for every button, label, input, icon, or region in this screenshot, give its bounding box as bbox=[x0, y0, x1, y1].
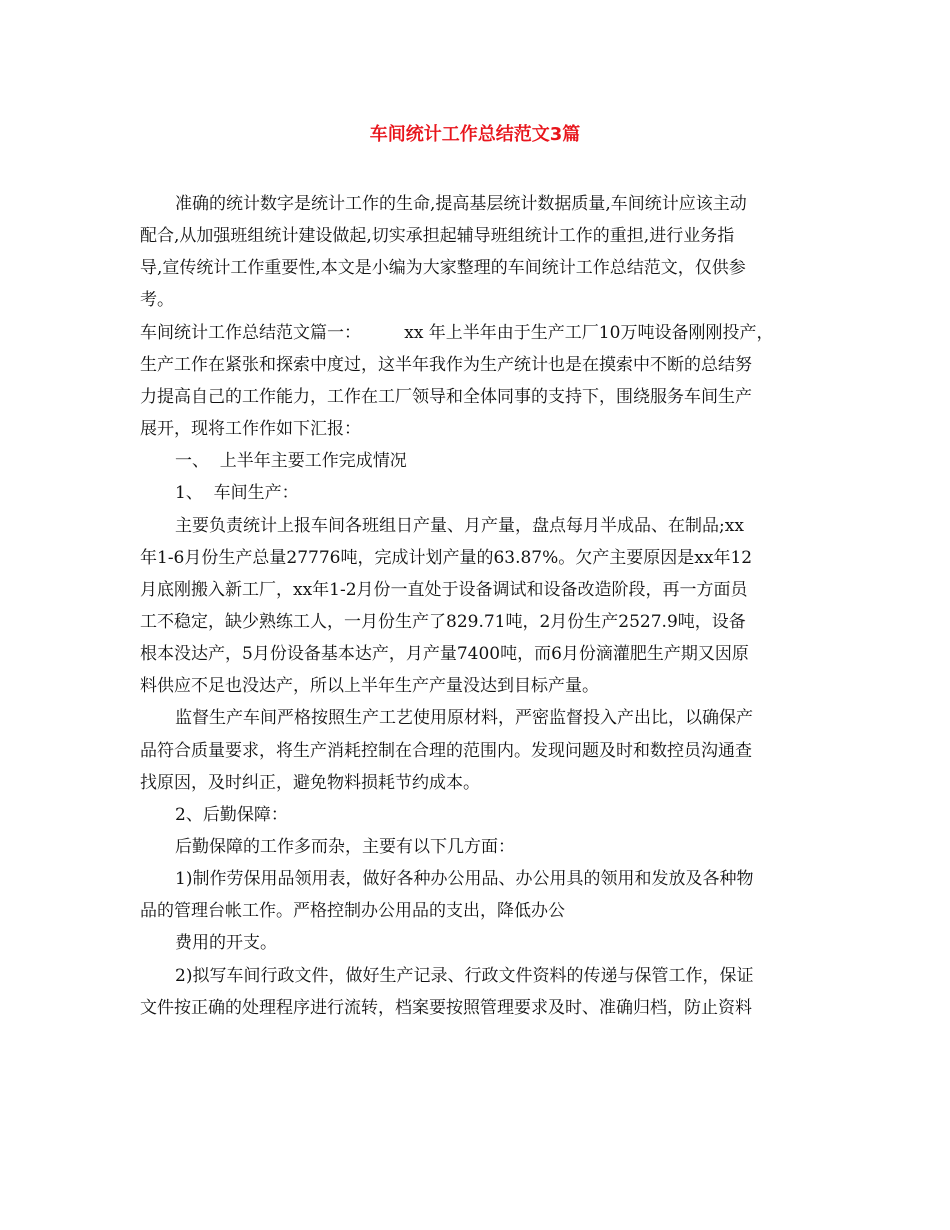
body-line: 根本没达产，5月份设备基本达产，月产量7400吨，而6月份滴灌肥生产期又因原 bbox=[140, 644, 749, 664]
body-line: 月底刚搬入新工厂，xx年1-2月份一直处于设备调试和设备改造阶段，再一方面员 bbox=[140, 580, 748, 600]
body-line: 展开，现将工作作如下汇报： bbox=[140, 419, 361, 439]
body-line: 1)制作劳保用品领用表，做好各种办公用品、办公用具的领用和发放及各种物 bbox=[175, 869, 754, 889]
body-line: 监督生产车间严格按照生产工艺使用原材料，严密监督投入产出比，以确保产 bbox=[175, 708, 753, 728]
body-line: 生产工作在紧张和探索中度过，这半年我作为生产统计也是在摸索中不断的总结努 bbox=[140, 355, 752, 375]
document-title: 车间统计工作总结范文3篇 bbox=[369, 124, 581, 145]
body-line: 考。 bbox=[140, 290, 174, 310]
body-line: 1、 车间生产： bbox=[175, 483, 299, 503]
body-line: 导,宣传统计工作重要性,本文是小编为大家整理的车间统计工作总结范文，仅供参 bbox=[140, 258, 746, 278]
body-line: 品的管理台帐工作。严格控制办公用品的支出，降低办公 bbox=[140, 901, 565, 921]
body-line: 后勤保障的工作多而杂，主要有以下几方面： bbox=[175, 837, 515, 857]
body-line: 力提高自己的工作能力，工作在工厂领导和全体同事的支持下，围绕服务车间生产 bbox=[140, 387, 752, 407]
body-line: 料供应不足也没达产，所以上半年生产产量没达到目标产量。 bbox=[140, 676, 599, 696]
body-line: 主要负责统计上报车间各班组日产量、月产量，盘点每月半成品、在制品;xx bbox=[175, 516, 744, 536]
body-line: 配合,从加强班组统计建设做起,切实承担起辅导班组统计工作的重担,进行业务指 bbox=[140, 226, 735, 246]
body-line: 准确的统计数字是统计工作的生命,提高基层统计数据质量,车间统计应该主动 bbox=[175, 194, 747, 214]
body-line: 2)拟写车间行政文件，做好生产记录、行政文件资料的传递与保管工作，保证 bbox=[175, 966, 754, 986]
body-line: 文件按正确的处理程序进行流转，档案要按照管理要求及时、准确归档，防止资料 bbox=[140, 998, 752, 1018]
body-line: 找原因，及时纠正，避免物料损耗节约成本。 bbox=[140, 773, 480, 793]
body-line: 品符合质量要求，将生产消耗控制在合理的范围内。发现问题及时和数控员沟通查 bbox=[140, 741, 752, 761]
body-line: 车间统计工作总结范文篇一： xx 年上半年由于生产工厂10万吨设备刚刚投产， bbox=[140, 323, 774, 343]
body-line: 2、后勤保障： bbox=[175, 805, 288, 825]
body-line: 一、 上半年主要工作完成情况 bbox=[175, 451, 407, 471]
body-line: 年1-6月份生产总量27776吨，完成计划产量的63.87%。欠产主要原因是xx年12 bbox=[140, 548, 753, 568]
body-line: 费用的开支。 bbox=[175, 933, 277, 953]
body-line: 工不稳定，缺少熟练工人，一月份生产了829.71吨，2月份生产2527.9吨，设备 bbox=[140, 612, 746, 632]
